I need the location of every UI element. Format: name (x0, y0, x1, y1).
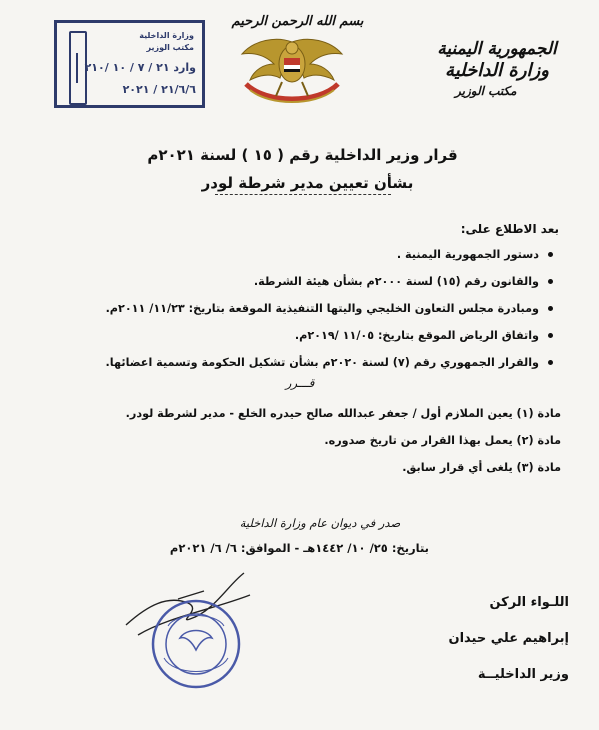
signatory-rank: اللـواء الركن (489, 595, 569, 610)
issue-date: بتاريخ: ٢٥/ ١٠/ ١٤٤٢هـ - الموافق: ٦/ ٦/ ٢٠٢١م (169, 541, 429, 555)
decided-heading: قـــرر (285, 376, 315, 390)
preamble-item: والقانون رقم (١٥) لسنة ٢٠٠٠م بشأن هيئة الشرطة. (83, 273, 553, 300)
articles-list (91, 405, 561, 486)
ministry-seal-icon (150, 598, 242, 690)
article-item: مادة (٢) يعمل بهذا القرار من تاريخ صدوره. (324, 434, 561, 447)
preamble-list (83, 246, 553, 381)
ministry-name: وزارة الداخلية (445, 60, 549, 81)
yemen-eagle-emblem-icon (236, 34, 348, 110)
preamble-item: ومبادرة مجلس التعاون الخليجي واليتها التنفيذية الموقعة بتاريخ: ١١/٢٣/ ٢٠١١م. (83, 300, 553, 327)
stamp-line-1: وزارة الداخلية (139, 31, 194, 40)
ministry-letterhead (417, 38, 577, 100)
signatory-position: وزير الداخليــة (477, 667, 569, 682)
preamble-item: واتفاق الرياض الموقع بتاريخ: ١١/٠٥ /٢٠١٩م. (83, 327, 553, 354)
article-item: مادة (٣) يلغى أي قرار سابق. (402, 461, 561, 474)
signature-block (359, 593, 569, 701)
stamp-line-3: وارد ٢١ / ٧ / ١٠ /٢١٠ (84, 61, 196, 74)
decree-title: قرار وزير الداخلية رقم ( ١٥ ) لسنة ٢٠٢١م (147, 146, 458, 164)
office-name: مكتب الوزير (455, 84, 517, 98)
issued-at: صدر في ديوان عام وزارة الداخلية (239, 516, 401, 530)
preamble-item: دستور الجمهورية اليمنية . (83, 246, 553, 273)
stamp-line-2: مكتب الوزير (146, 43, 194, 52)
decree-subtitle: بشأن تعيين مدير شرطة لودر (201, 174, 414, 192)
incoming-stamp (54, 20, 205, 108)
subtitle-underline (215, 194, 391, 196)
article-item: مادة (١) يعين الملازم أول / جعفر عبدالله صالح حيدره الخلع - مدير لشرطة لودر. (125, 407, 561, 420)
country-name: الجمهورية اليمنية (437, 39, 557, 59)
stamp-line-4: ٢١/٦/٦ / ٢٠٢١ (122, 83, 196, 96)
preamble-intro: بعد الاطلاع على: (460, 222, 559, 236)
basmala: بسم الله الرحمن الرحيم (231, 14, 364, 29)
signatory-name: إبراهيم علي حيدان (448, 631, 569, 646)
preamble-item: والقرار الجمهوري رقم (٧) لسنة ٢٠٢٠م بشأن تشكيل الحكومة وتسمية اعضائها. (83, 354, 553, 381)
